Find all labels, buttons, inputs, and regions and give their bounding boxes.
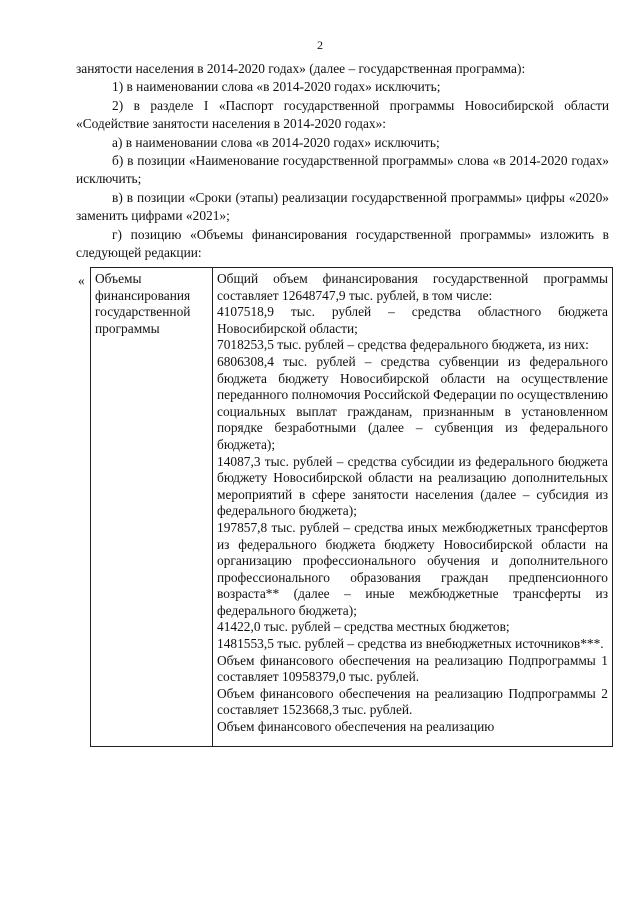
- paragraph: 1) в наименовании слова «в 2014-2020 годах» исключить;: [112, 79, 441, 95]
- content-paragraph: Объем финансового обеспечения на реализацию: [217, 719, 495, 735]
- open-quote: «: [78, 273, 85, 288]
- paragraph: 2) в разделе I «Паспорт государственной программы Новосибирской области «Содействие занятости населения в 2014-2020 годах»:: [76, 97, 609, 132]
- content-paragraph: 7018253,5 тыс. рублей – средства федерального бюджета, из них:: [217, 337, 589, 353]
- content-paragraph: Объем финансового обеспечения на реализацию Подпрограммы 2 составляет 1523668,3 тыс. рублей.: [217, 685, 608, 718]
- page-number: 2: [317, 38, 323, 52]
- paragraph: занятости населения в 2014-2020 годах» (далее – государственная программа):: [76, 61, 526, 76]
- financing-table: [90, 267, 613, 747]
- content-paragraph: 1481553,5 тыс. рублей – средства из внебюджетных источников***.: [217, 636, 604, 652]
- content-paragraph: 41422,0 тыс. рублей – средства местных бюджетов;: [217, 619, 510, 635]
- content-paragraph: 14087,3 тыс. рублей – средства субсидии из федерального бюджета бюджету Новосибирской области на реализацию дополнительных мероприятий в сфере занятости населения (далее – субсидия из федерального бюджета);: [217, 453, 608, 519]
- paragraph: б) в позиции «Наименование государственной программы» слова «в 2014-2020 годах» исключить;: [76, 153, 609, 187]
- paragraph: г) позицию «Объемы финансирования государственной программы» изложить в следующей редакции:: [76, 226, 609, 261]
- content-paragraph: Общий объем финансирования государственной программы составляет 12648747,9 тыс. рублей, в том числе:: [217, 271, 608, 303]
- content-paragraph: Объем финансового обеспечения на реализацию Подпрограммы 1 составляет 10958379,0 тыс. рублей.: [217, 652, 608, 685]
- table-content-cell: [213, 268, 613, 747]
- content-paragraph: 6806308,4 тыс. рублей – средства субвенции из федерального бюджета бюджету Новосибирской области на осуществление переданного полномочия Российской Федерации по осуществлению социальных выплат гражданам, признанным в установленном порядке безработными (далее – субвенция из федерального бюджета);: [217, 353, 608, 452]
- body-text: [76, 60, 609, 262]
- paragraph: в) в позиции «Сроки (этапы) реализации государственной программы» цифры «2020» заменить цифрами «2021»;: [76, 189, 609, 224]
- content-paragraph: 4107518,9 тыс. рублей – средства областного бюджета Новосибирской области;: [217, 304, 608, 336]
- paragraph: а) в наименовании слова «в 2014-2020 годах» исключить;: [112, 134, 440, 150]
- table-row: [91, 268, 613, 747]
- table-label-cell: Объемы финансирования государственной программы: [91, 268, 213, 747]
- content-paragraph: 197857,8 тыс. рублей – средства иных межбюджетных трансфертов из федерального бюджета бюджету Новосибирской области на организацию профессионального обучения и дополнительного профессионального образования граждан предпенсионного возраста** (далее – иные межбюджетные трансферты из федерального бюджета);: [217, 519, 608, 618]
